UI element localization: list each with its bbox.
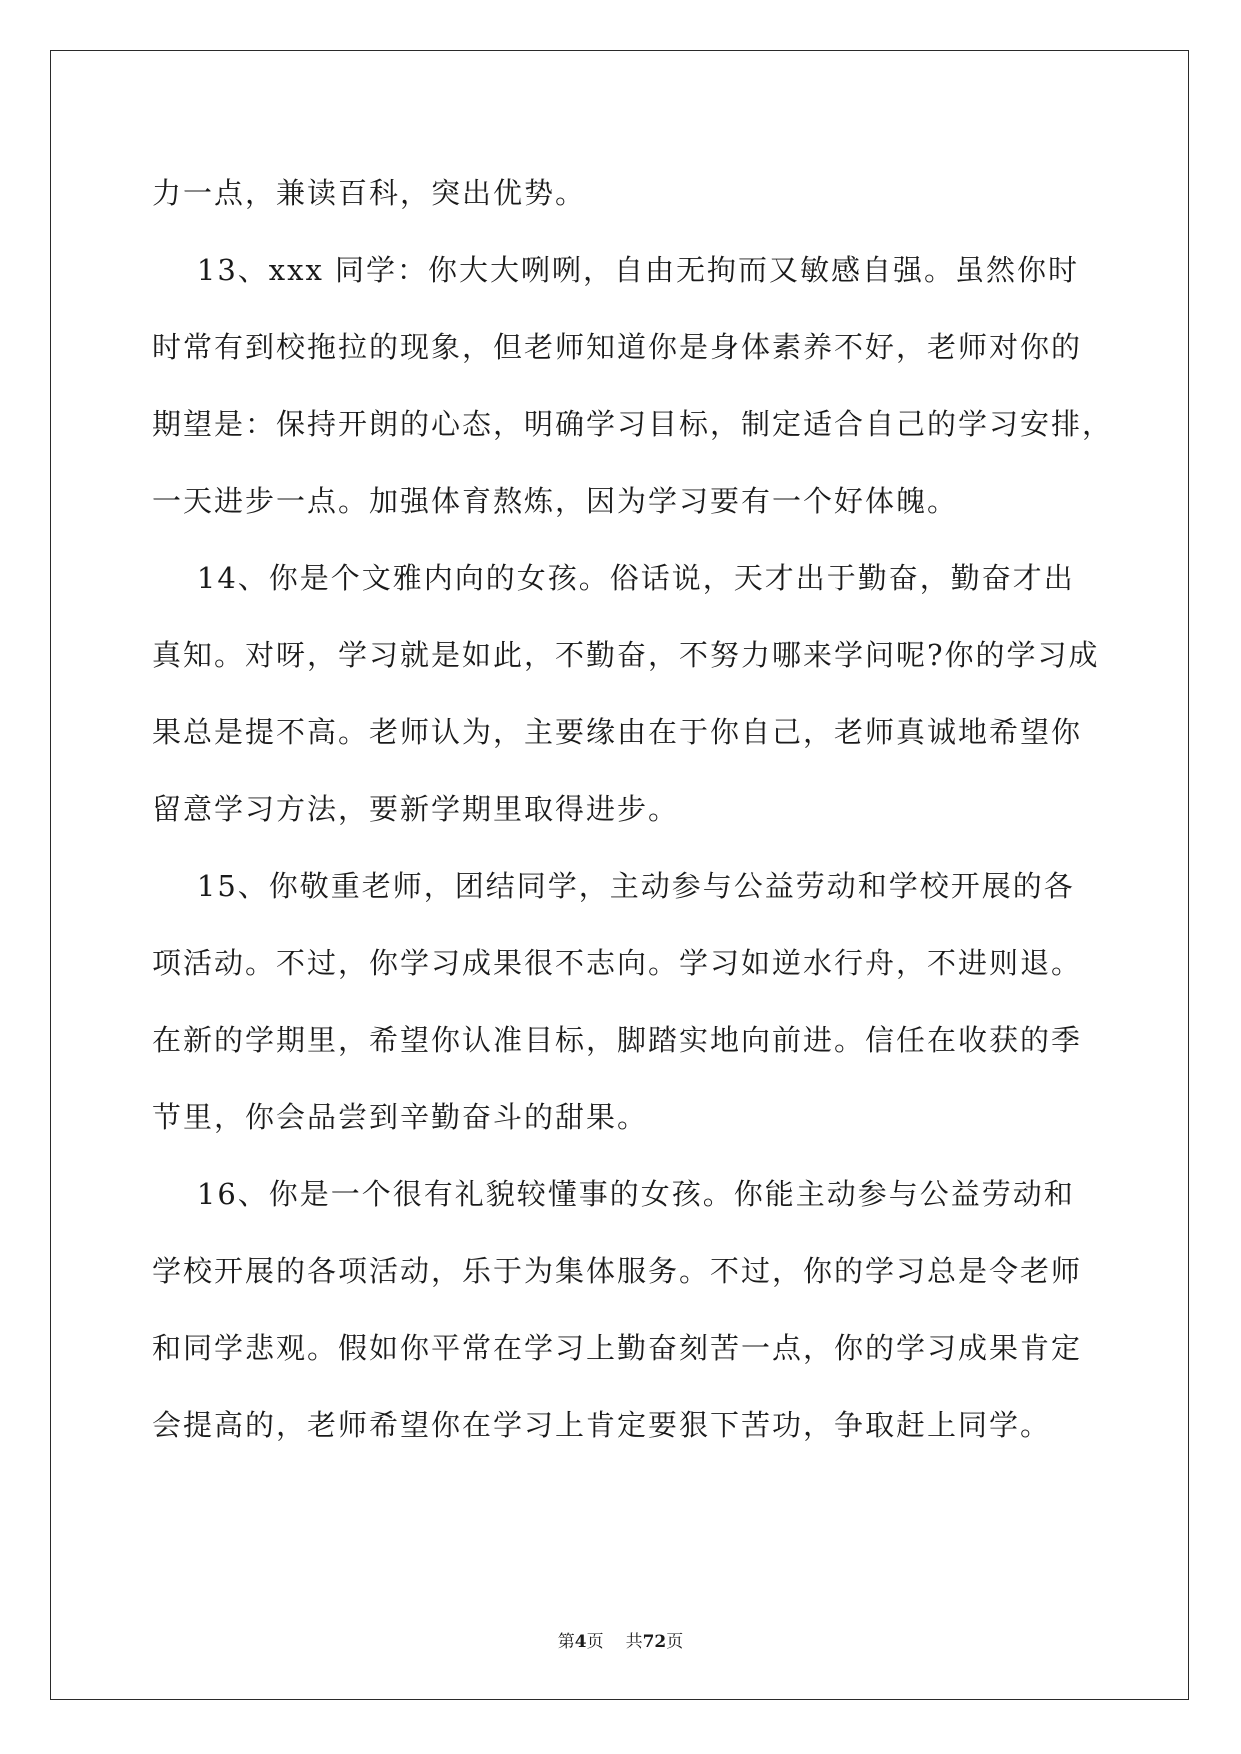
text-line: 时常有到校拖拉的现象，但老师知道你是身体素养不好，老师对你的 — [152, 330, 1083, 364]
text-line: 真知。对呀，学习就是如此，不勤奋，不努力哪来学问呢?你的学习成 — [152, 638, 1100, 672]
text-line: 会提高的，老师希望你在学习上肯定要狠下苦功，争取赶上同学。 — [152, 1408, 1052, 1442]
total-pages: 72 — [642, 1632, 667, 1652]
page-footer — [0, 1627, 1241, 1652]
text-line: 16、你是一个很有礼貌较懂事的女孩。你能主动参与公益劳动和 — [152, 1177, 1075, 1211]
text-line: 14、你是个文雅内向的女孩。俗话说，天才出于勤奋，勤奋才出 — [152, 561, 1075, 595]
text-line: 留意学习方法，要新学期里取得进步。 — [152, 792, 680, 826]
total-prefix: 共 — [625, 1632, 643, 1652]
text-line: 学校开展的各项活动，乐于为集体服务。不过，你的学习总是令老师 — [152, 1254, 1083, 1288]
text-line: 13、xxx 同学：你大大咧咧，自由无拘而又敏感自强。虽然你时 — [152, 253, 1080, 287]
text-line: 力一点，兼读百科，突出优势。 — [152, 176, 587, 210]
page-prefix: 第 — [557, 1632, 575, 1652]
text-line: 果总是提不高。老师认为，主要缘由在于你自己，老师真诚地希望你 — [152, 715, 1083, 749]
text-line: 项活动。不过，你学习成果很不志向。学习如逆水行舟，不进则退。 — [152, 946, 1083, 980]
text-line: 和同学悲观。假如你平常在学习上勤奋刻苦一点，你的学习成果肯定 — [152, 1331, 1083, 1365]
text-line: 15、你敬重老师，团结同学，主动参与公益劳动和学校开展的各 — [152, 869, 1075, 903]
text-line: 期望是：保持开朗的心态，明确学习目标，制定适合自己的学习安排， — [152, 407, 1114, 441]
text-line: 一天进步一点。加强体育熬炼，因为学习要有一个好体魄。 — [152, 484, 959, 518]
text-line: 在新的学期里，希望你认准目标，脚踏实地向前进。信任在收获的季 — [152, 1023, 1083, 1057]
page-suffix: 页 — [586, 1632, 604, 1652]
total-suffix: 页 — [666, 1632, 684, 1652]
text-line: 节里，你会品尝到辛勤奋斗的甜果。 — [152, 1100, 649, 1134]
page-number: 4 — [574, 1632, 587, 1652]
document-body — [152, 168, 1114, 1477]
